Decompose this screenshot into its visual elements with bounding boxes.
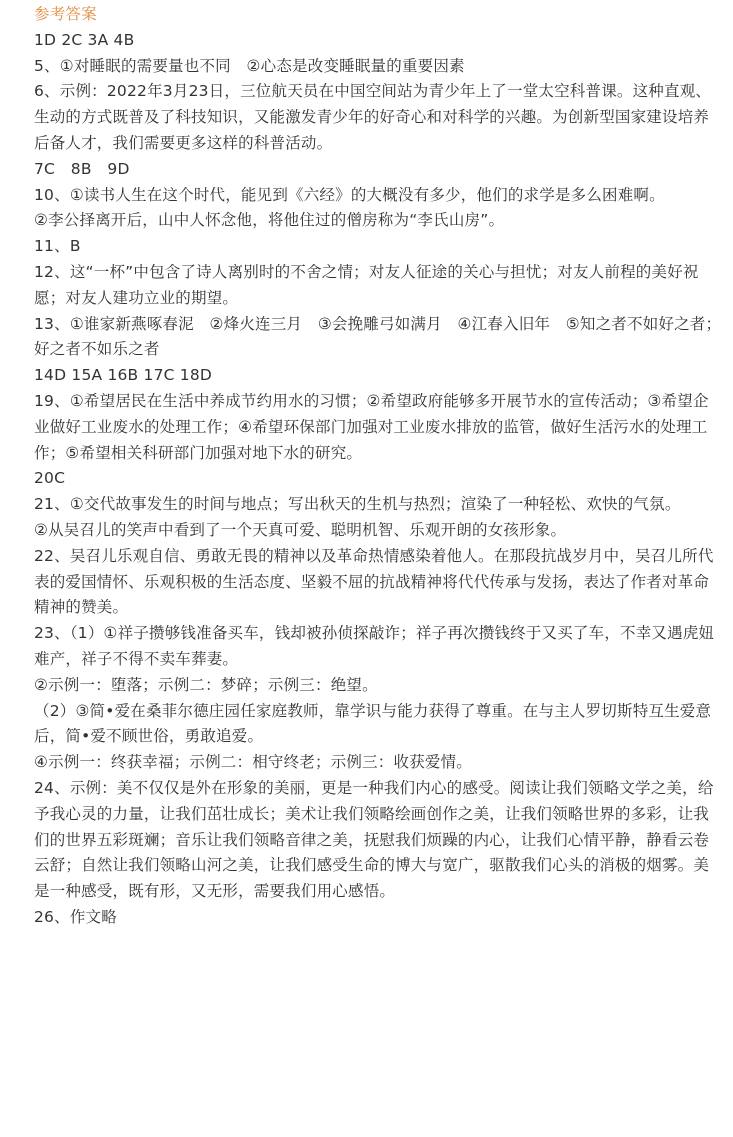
answer-7-9: 7C 8B 9D: [34, 159, 130, 178]
answer-14-18: 14D 15A 16B 17C 18D: [34, 366, 213, 385]
answer-23-part-2: ②示例一：堕落；示例二：梦碎；示例三：绝望。: [34, 675, 378, 694]
answer-6: 6、示例：2022年3月23日，三位航天员在中国空间站为青少年上了一堂太空科普课。这种直观、生动的方式既普及了科技知识，又能激发青少年的好奇心和对科学的兴趣。为创新型国家建设培养后备人才，我们需要更多这样的科普活动。: [34, 82, 712, 152]
answers-title: 参考答案: [34, 5, 97, 23]
answer-23-part-1: 23、（1）①祥子攒够钱准备买车，钱却被孙侦探敲诈；祥子再次攒钱终于又买了车，不幸又遇虎妞难产，祥子不得不卖车葬妻。: [34, 624, 715, 668]
answer-13: 13、①谁家新燕啄春泥 ②烽火连三月 ③会挽雕弓如满月 ④江春入旧年 ⑤知之者不如好之者；好之者不如乐之者: [34, 314, 722, 359]
answer-26: 26、作文略: [34, 907, 117, 926]
answer-23-part-3: （2）③简•爱在桑菲尔德庄园任家庭教师，靠学识与能力获得了尊重。在与主人罗切斯特互生爱意后，简•爱不顾世俗，勇敢追爱。: [34, 701, 712, 746]
answer-1-4: 1D 2C 3A 4B: [34, 30, 135, 49]
answer-24: 24、示例：美不仅仅是外在形象的美丽，更是一种我们内心的感受。阅读让我们领略文学之美，给予我心灵的力量，让我们茁壮成长；美术让我们领略绘画创作之美，让我们领略世界的多彩，让我们的世界五彩斑斓；音乐让我们领略音律之美，抚慰我们烦躁的内心，让我们心情平静，静看云卷云舒；自然让我们领略山河之美，让我们感受生命的博大与宽广，驱散我们心头的消极的烟雾。美是一种感受，既有形，又无形，需要我们用心感悟。: [34, 778, 714, 901]
answer-document: [34, 2, 724, 931]
answer-19: 19、①希望居民在生活中养成节约用水的习惯；②希望政府能够多开展节水的宣传活动；③希望企业做好工业废水的处理工作；④希望环保部门加强对工业废水排放的监管，做好生活污水的处理工作；⑤希望相关科研部门加强对地下水的研究。: [34, 391, 709, 462]
answer-20: 20C: [34, 469, 66, 488]
answer-21-part-1: 21、①交代故事发生的时间与地点；写出秋天的生机与热烈；渲染了一种轻松、欢快的气氛。: [34, 495, 681, 514]
answer-23-part-4: ④示例一：终获幸福；示例二：相守终老；示例三：收获爱情。: [34, 753, 472, 772]
answer-11: 11、B: [34, 237, 81, 256]
answer-12: 12、这“一杯”中包含了诗人离别时的不舍之情；对友人征途的关心与担忧；对友人前程的美好祝愿；对友人建功立业的期望。: [34, 262, 699, 307]
answer-22: 22、吴召儿乐观自信、勇敢无畏的精神以及革命热情感染着他人。在那段抗战岁月中，吴召儿所代表的爱国情怀、乐观积极的生活态度、坚毅不屈的抗战精神将代代传承与发扬，表达了作者对革命精神的赞美。: [34, 546, 714, 617]
answer-10-part-2: ②李公择离开后，山中人怀念他，将他住过的僧房称为“李氏山房”。: [34, 211, 505, 230]
answer-10-part-1: 10、①读书人生在这个时代，能见到《六经》的大概没有多少，他们的求学是多么困难啊。: [34, 185, 665, 204]
answer-21-part-2: ②从吴召儿的笑声中看到了一个天真可爱、聪明机智、乐观开朗的女孩形象。: [34, 520, 567, 539]
answer-5: 5、①对睡眠的需要量也不同 ②心态是改变睡眠量的重要因素: [34, 56, 465, 75]
